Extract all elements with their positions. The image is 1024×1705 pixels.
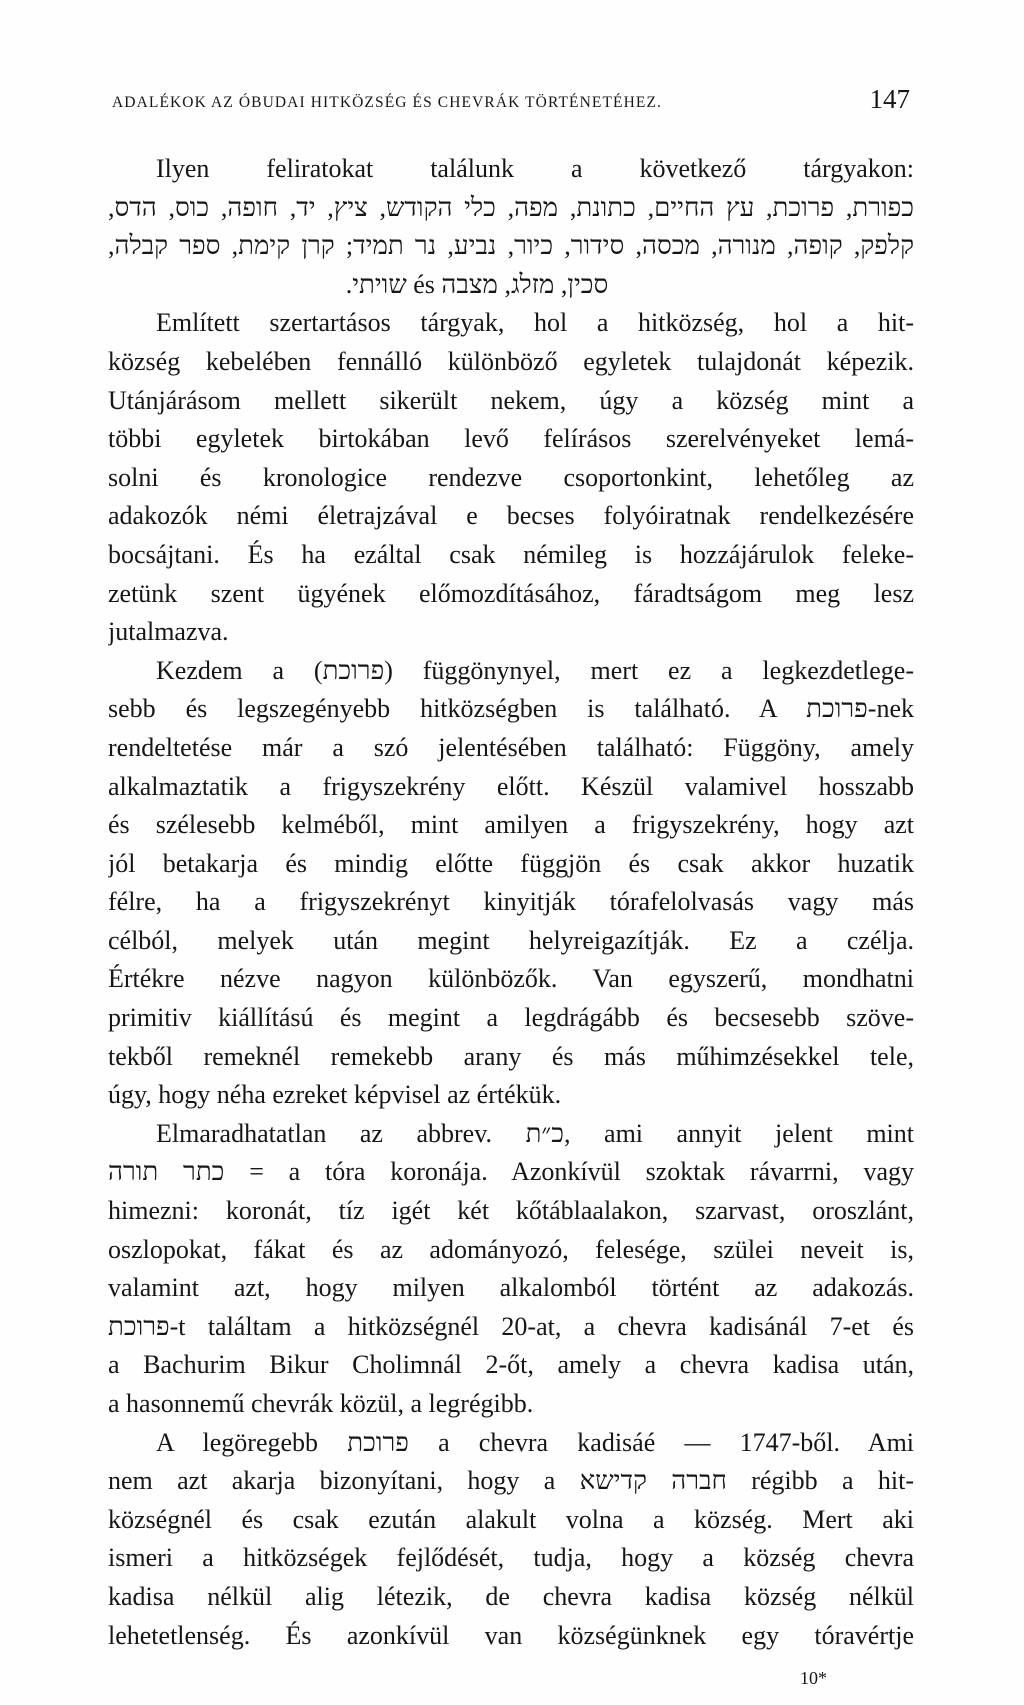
text-line: alkalmaztatik a frigyszekrény előtt. Készül valamivel hosszabb: [108, 771, 914, 801]
page-number: 147: [869, 84, 910, 114]
text-line: rendeltetése már a szó jelentésében található: Függöny, amely: [108, 732, 914, 762]
body-text: [108, 150, 914, 1655]
text-line: valamint azt, hogy milyen alkalomból történt az adakozás.: [108, 1273, 914, 1303]
text-line: célból, melyek után megint helyreigazítják. Ez a czélja.: [108, 925, 914, 955]
text-line: úgy, hogy néha ezreket képvisel az értékük.: [108, 1080, 562, 1110]
text-line: a hasonnemű chevrák közül, a legrégibb.: [108, 1389, 534, 1418]
text-line: primitiv kiállítású és megint a legdrágább és becsesebb szöve-: [108, 1003, 914, 1033]
hebrew-line: סכין, מזלג, מצבה és שויתי.: [345, 269, 609, 299]
text-line: sebb és legszegényebb hitközségben is található. A פרוכת-nek: [108, 694, 914, 724]
text-line: Elmaradhatatlan az abbrev. כ״ת, ami annyit jelent mint: [156, 1118, 914, 1148]
text-line: A legöregebb פרוכת a chevra kadisáé — 1747-ből. Ami: [156, 1427, 914, 1457]
text-line: Értékre nézve nagyon különbözők. Van egyszerű, mondhatni: [108, 964, 914, 994]
text-line: ismeri a hitközségek fejlődését, tudja, hogy a község chevra: [108, 1543, 914, 1573]
text-line: többi egyletek birtokában levő felírásos szerelvényeket lemá-: [108, 424, 914, 454]
text-line: jutalmazva.: [108, 617, 229, 647]
text-line: oszlopokat, fákat és az adományozó, felesége, szülei neveit is,: [108, 1234, 914, 1264]
text-line: és szélesebb kelméből, mint amilyen a frigyszekrény, hogy azt: [108, 810, 914, 840]
text-line: Utánjárásom mellett sikerült nekem, úgy a község mint a: [108, 385, 914, 415]
text-line: a Bachurim Bikur Cholimnál 2-őt, amely a chevra kadisa után,: [108, 1350, 914, 1380]
text-line: Kezdem a (פרוכת) függönynyel, mert ez a legkezdetlege-: [156, 655, 914, 685]
running-head: [112, 84, 910, 124]
text-line: kadisa nélkül alig létezik, de chevra kadisa község nélkül: [108, 1581, 914, 1611]
text-line: tekből remeknél remekebb arany és más műhimzésekkel tele,: [108, 1041, 914, 1071]
text-line: község kebelében fennálló különböző egyletek tulajdonát képezik.: [108, 346, 914, 376]
running-head-title: ADALÉKOK AZ ÓBUDAI HITKÖZSÉG ÉS CHEVRÁK TÖRTÉNETÉHEZ.: [112, 94, 663, 111]
text-line: félre, ha a frigyszekrényt kinyitják tórafelolvasás vagy más: [108, 887, 914, 917]
text-line: Ilyen feliratokat találunk a következő tárgyakon:: [156, 154, 914, 183]
text-line: zetünk szent ügyének előmozdításához, fáradtságom meg lesz: [108, 578, 914, 608]
text-line: jól betakarja és mindig előtte függjön és csak akkor huzatik: [108, 848, 914, 878]
text-line: bocsájtani. És ha ezáltal csak némileg is hozzájárulok feleke-: [108, 539, 914, 569]
folio-signature: 10*: [800, 1668, 827, 1688]
text-line: solni és kronologice rendezve csoportonkint, lehetőleg az: [108, 462, 914, 492]
text-line: Említett szertartásos tárgyak, hol a hitközség, hol a hit-: [156, 308, 914, 338]
text-line: פרוכת-t találtam a hitközségnél 20-at, a chevra kadisánál 7-et és: [108, 1311, 914, 1341]
text-line: községnél és csak ezután alakult volna a község. Mert aki: [108, 1504, 914, 1534]
hebrew-line: קלפק, קופה, מנורה, מכסה, סידור, כיור, נביע, נר תמיד; קרן קימת, ספר קבלה,: [108, 231, 914, 261]
hebrew-line: כפורת, פרוכת, עץ החיים, כתונת, מפה, כלי הקודש, ציץ, יד, חופה, כוס, הדס,: [108, 192, 914, 222]
text-line: כתר תורה = a tóra koronája. Azonkívül szoktak rávarrni, vagy: [108, 1157, 914, 1187]
text-line: lehetetlenség. És azonkívül van községünknek egy tóravértje: [108, 1620, 914, 1650]
text-line: nem azt akarja bizonyítani, hogy a חברה קדישא régibb a hit-: [108, 1466, 914, 1496]
text-line: himezni: koronát, tíz igét két kőtáblaalakon, szarvast, oroszlánt,: [108, 1196, 914, 1226]
text-line: adakozók némi életrajzával e becses folyóiratnak rendelkezésére: [108, 501, 914, 531]
